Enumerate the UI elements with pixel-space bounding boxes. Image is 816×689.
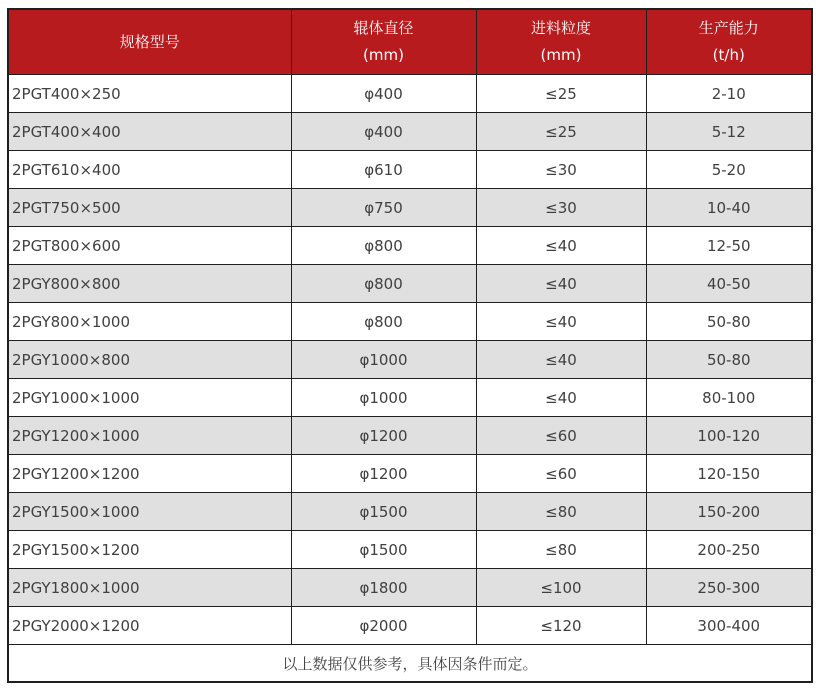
- table-cell: ≤40: [476, 379, 646, 417]
- table-cell: φ750: [291, 189, 476, 227]
- table-cell: ≤40: [476, 341, 646, 379]
- table-row: [8, 151, 812, 189]
- spec-table: [7, 8, 813, 683]
- header-cell-roller-diameter: [291, 9, 476, 75]
- table-cell: 40-50: [646, 265, 812, 303]
- table-cell: 2PGY800×1000: [8, 303, 291, 341]
- table-cell: 2PGT800×600: [8, 227, 291, 265]
- table-cell: φ610: [291, 151, 476, 189]
- table-cell: 150-200: [646, 493, 812, 531]
- header-label: 生产能力: [698, 19, 759, 37]
- table-cell: ≤30: [476, 151, 646, 189]
- table-cell: 2PGY1500×1200: [8, 531, 291, 569]
- table-cell: 2PGY1200×1200: [8, 455, 291, 493]
- table-cell: ≤80: [476, 493, 646, 531]
- table-row: [8, 227, 812, 265]
- table-cell: 2PGY1000×1000: [8, 379, 291, 417]
- table-cell: 100-120: [646, 417, 812, 455]
- table-cell: 80-100: [646, 379, 812, 417]
- header-cell-capacity: [646, 9, 812, 75]
- table-cell: 120-150: [646, 455, 812, 493]
- table-cell: 2PGY2000×1200: [8, 607, 291, 645]
- table-cell: φ800: [291, 265, 476, 303]
- table-cell: φ400: [291, 113, 476, 151]
- table-cell: 300-400: [646, 607, 812, 645]
- table-cell: φ2000: [291, 607, 476, 645]
- table-cell: 50-80: [646, 341, 812, 379]
- table-cell: ≤100: [476, 569, 646, 607]
- table-row: [8, 569, 812, 607]
- table-cell: 50-80: [646, 303, 812, 341]
- header-label: 规格型号: [119, 32, 180, 51]
- table-cell: 2PGT400×250: [8, 75, 291, 113]
- table-cell: 2PGY1000×800: [8, 341, 291, 379]
- table-body: [8, 75, 812, 645]
- table-row: [8, 379, 812, 417]
- table-header: [8, 9, 812, 75]
- table-cell: 2PGT610×400: [8, 151, 291, 189]
- table-row: [8, 417, 812, 455]
- table-cell: φ1200: [291, 417, 476, 455]
- table-cell: ≤30: [476, 189, 646, 227]
- table-cell: ≤80: [476, 531, 646, 569]
- table-row: [8, 531, 812, 569]
- table-cell: 5-12: [646, 113, 812, 151]
- table-cell: ≤60: [476, 455, 646, 493]
- table-row: [8, 113, 812, 151]
- table-cell: 250-300: [646, 569, 812, 607]
- table-cell: 2PGT750×500: [8, 189, 291, 227]
- table-row: [8, 303, 812, 341]
- header-unit: (mm): [540, 46, 582, 64]
- table-cell: 2PGY1500×1000: [8, 493, 291, 531]
- table-row: [8, 493, 812, 531]
- table-cell: φ1800: [291, 569, 476, 607]
- table-cell: φ400: [291, 75, 476, 113]
- table-cell: 2PGT400×400: [8, 113, 291, 151]
- header-cell-feed-size: [476, 9, 646, 75]
- table-footer: [8, 645, 812, 683]
- table-cell: 10-40: [646, 189, 812, 227]
- table-row: [8, 341, 812, 379]
- table-cell: ≤25: [476, 113, 646, 151]
- table-cell: φ1200: [291, 455, 476, 493]
- table-cell: 200-250: [646, 531, 812, 569]
- header-unit: (t/h): [712, 46, 745, 64]
- header-label: 进料粒度: [530, 19, 591, 37]
- header-label: 辊体直径: [353, 19, 414, 37]
- table-row: [8, 75, 812, 113]
- table-cell: φ1500: [291, 531, 476, 569]
- footer-row: [8, 645, 812, 683]
- table-cell: ≤40: [476, 227, 646, 265]
- table-row: [8, 265, 812, 303]
- table-cell: ≤120: [476, 607, 646, 645]
- header-unit: (mm): [363, 46, 404, 64]
- table-cell: φ1000: [291, 379, 476, 417]
- table-cell: φ800: [291, 303, 476, 341]
- table-cell: ≤40: [476, 265, 646, 303]
- table-cell: ≤40: [476, 303, 646, 341]
- table-cell: 2PGY1800×1000: [8, 569, 291, 607]
- table-cell: 5-20: [646, 151, 812, 189]
- table-footnote: 以上数据仅供参考，具体因条件而定。: [8, 645, 812, 683]
- table-cell: 2PGY1200×1000: [8, 417, 291, 455]
- table-row: [8, 455, 812, 493]
- table-row: [8, 607, 812, 645]
- table-cell: 2-10: [646, 75, 812, 113]
- table-cell: φ800: [291, 227, 476, 265]
- table-cell: ≤60: [476, 417, 646, 455]
- table-cell: ≤25: [476, 75, 646, 113]
- table-cell: φ1000: [291, 341, 476, 379]
- header-row: [8, 9, 812, 75]
- table-cell: 2PGY800×800: [8, 265, 291, 303]
- table-cell: 12-50: [646, 227, 812, 265]
- table-cell: φ1500: [291, 493, 476, 531]
- header-cell-model: [8, 9, 291, 75]
- table-row: [8, 189, 812, 227]
